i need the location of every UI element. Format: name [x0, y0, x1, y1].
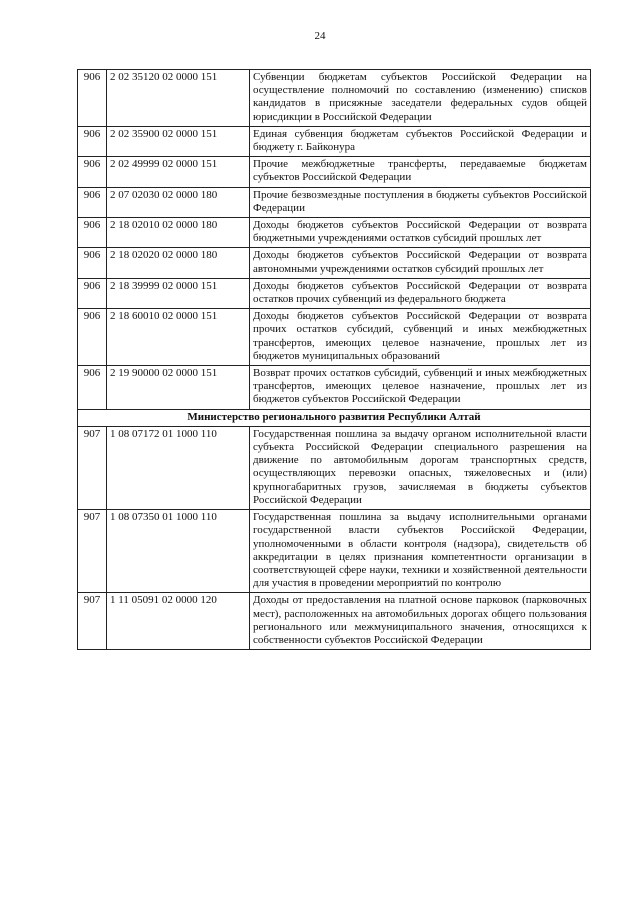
budget-code-cell: 1 08 07350 01 1000 110: [107, 510, 250, 593]
description-cell: Доходы бюджетов субъектов Российской Федерации от возврата бюджетными учреждениями остатков субсидий прошлых лет: [250, 218, 591, 248]
admin-code-cell: 906: [78, 218, 107, 248]
budget-code-cell: 2 02 35120 02 0000 151: [107, 70, 250, 127]
admin-code-cell: 906: [78, 278, 107, 308]
budget-code-cell: 2 18 02010 02 0000 180: [107, 218, 250, 248]
budget-code-cell: 1 11 05091 02 0000 120: [107, 593, 250, 650]
section-title: Министерство регионального развития Республики Алтай: [78, 409, 591, 426]
table-body: [78, 70, 591, 650]
table-row: [78, 187, 591, 217]
table-row: [78, 593, 591, 650]
description-cell: Прочие безвозмездные поступления в бюджеты субъектов Российской Федерации: [250, 187, 591, 217]
table-row: [78, 70, 591, 127]
table-row: [78, 278, 591, 308]
budget-code-cell: 2 07 02030 02 0000 180: [107, 187, 250, 217]
table-row: [78, 218, 591, 248]
budget-classification-table: [77, 69, 591, 650]
budget-code-cell: 2 18 60010 02 0000 151: [107, 309, 250, 366]
description-cell: Государственная пошлина за выдачу органом исполнительной власти субъекта Российской Федерации специального разрешения на движение по автомобильным дорогам транспортных средств, осуществляющих перевозки опасных, тяжеловесных и (или) крупногабаритных грузов, зачисляемая в бюджеты субъектов Российской Федерации: [250, 426, 591, 509]
admin-code-cell: 906: [78, 157, 107, 187]
description-cell: Прочие межбюджетные трансферты, передаваемые бюджетам субъектов Российской Федерации: [250, 157, 591, 187]
admin-code-cell: 906: [78, 187, 107, 217]
section-header-row: [78, 409, 591, 426]
admin-code-cell: 906: [78, 248, 107, 278]
description-cell: Доходы от предоставления на платной основе парковок (парковочных мест), расположенных на автомобильных дорогах общего пользования регионального или межмуниципального значения, относящихся к собственности субъектов Российской Федерации: [250, 593, 591, 650]
admin-code-cell: 906: [78, 309, 107, 366]
admin-code-cell: 906: [78, 126, 107, 156]
budget-code-cell: 2 18 02020 02 0000 180: [107, 248, 250, 278]
table-row: [78, 126, 591, 156]
admin-code-cell: 907: [78, 510, 107, 593]
table-row: [78, 248, 591, 278]
table-row: [78, 510, 591, 593]
page-number: 24: [314, 30, 326, 42]
budget-code-cell: 1 08 07172 01 1000 110: [107, 426, 250, 509]
description-cell: Доходы бюджетов субъектов Российской Федерации от возврата остатков прочих субвенций из федерального бюджета: [250, 278, 591, 308]
admin-code-cell: 906: [78, 366, 107, 410]
description-cell: Доходы бюджетов субъектов Российской Федерации от возврата автономными учреждениями остатков субсидий прошлых лет: [250, 248, 591, 278]
table-row: [78, 366, 591, 410]
table-row: [78, 309, 591, 366]
description-cell: Единая субвенция бюджетам субъектов Российской Федерации и бюджету г. Байконура: [250, 126, 591, 156]
table-row: [78, 157, 591, 187]
admin-code-cell: 907: [78, 426, 107, 509]
description-cell: Государственная пошлина за выдачу исполнительными органами государственной власти субъектов Российской Федерации, уполномоченными в области контроля (надзора), свидетельств об аккредитации в целях признания компетентности организации в соответствующей сфере науки, техники и хозяйственной деятельности для участия в проведении мероприятий по контролю: [250, 510, 591, 593]
table-row: [78, 426, 591, 509]
budget-code-cell: 2 18 39999 02 0000 151: [107, 278, 250, 308]
description-cell: Субвенции бюджетам субъектов Российской Федерации на осуществление полномочий по составлению (изменению) списков кандидатов в присяжные заседатели федеральных судов общей юрисдикции в Российской Федерации: [250, 70, 591, 127]
description-cell: Возврат прочих остатков субсидий, субвенций и иных межбюджетных трансфертов, имеющих целевое назначение, прошлых лет из бюджетов субъектов Российской Федерации: [250, 366, 591, 410]
budget-code-cell: 2 02 35900 02 0000 151: [107, 126, 250, 156]
admin-code-cell: 906: [78, 70, 107, 127]
budget-code-cell: 2 19 90000 02 0000 151: [107, 366, 250, 410]
budget-code-cell: 2 02 49999 02 0000 151: [107, 157, 250, 187]
description-cell: Доходы бюджетов субъектов Российской Федерации от возврата прочих остатков субсидий, субвенций и иных межбюджетных трансфертов, имеющих целевое назначение, прошлых лет из бюджетов муниципальных образований: [250, 309, 591, 366]
admin-code-cell: 907: [78, 593, 107, 650]
